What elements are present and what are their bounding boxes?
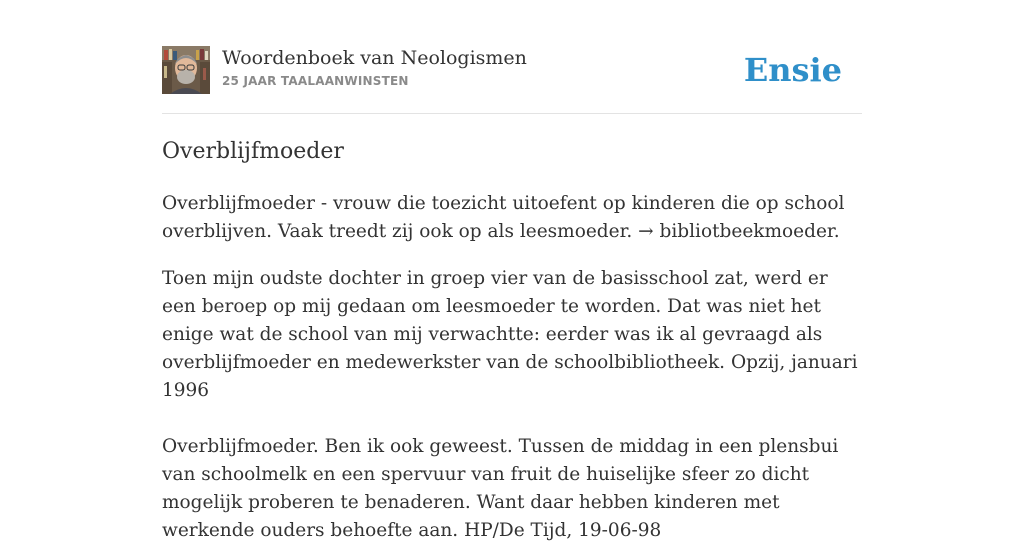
avatar-portrait-icon xyxy=(162,46,210,94)
quote-paragraph: Overblijfmoeder. Ben ik ook geweest. Tussen de middag in een plensbui van schoolmelk en een spervuur van fruit de huiselijke sfeer zo dicht mogelijk proberen te benaderen. Want daar hebben kinderen met werkende ouders behoefte aan. HP/De Tijd, 19-06-98 xyxy=(162,436,839,541)
header-divider xyxy=(162,113,862,114)
author-subtitle: 25 JAAR TAALAANWINSTEN xyxy=(222,74,409,88)
quote-paragraph: Toen mijn oudste dochter in groep vier van de basisschool zat, werd er een beroep op mij gedaan om leesmoeder te worden. Dat was niet het enige wat de school van mij verwachtte: eerder was ik al gevraagd als overblijfmoeder en medewerkster van de schoolbibliotheek. Opzij, januari 1996 xyxy=(162,268,858,401)
page-title: Overblijfmoeder xyxy=(162,139,344,164)
article-header xyxy=(162,46,862,96)
author-name[interactable]: Woordenboek van Neologismen xyxy=(222,47,527,69)
article-body xyxy=(162,190,862,545)
article-page xyxy=(162,0,862,541)
definition-paragraph: Overblijfmoeder - vrouw die toezicht uitoefent op kinderen die op school overblijven. Vaak treedt zij ook op als leesmoeder. → bibliotbeekmoeder. xyxy=(162,193,845,242)
author-avatar[interactable] xyxy=(162,46,210,94)
ensie-logo[interactable]: Ensie xyxy=(743,51,842,89)
